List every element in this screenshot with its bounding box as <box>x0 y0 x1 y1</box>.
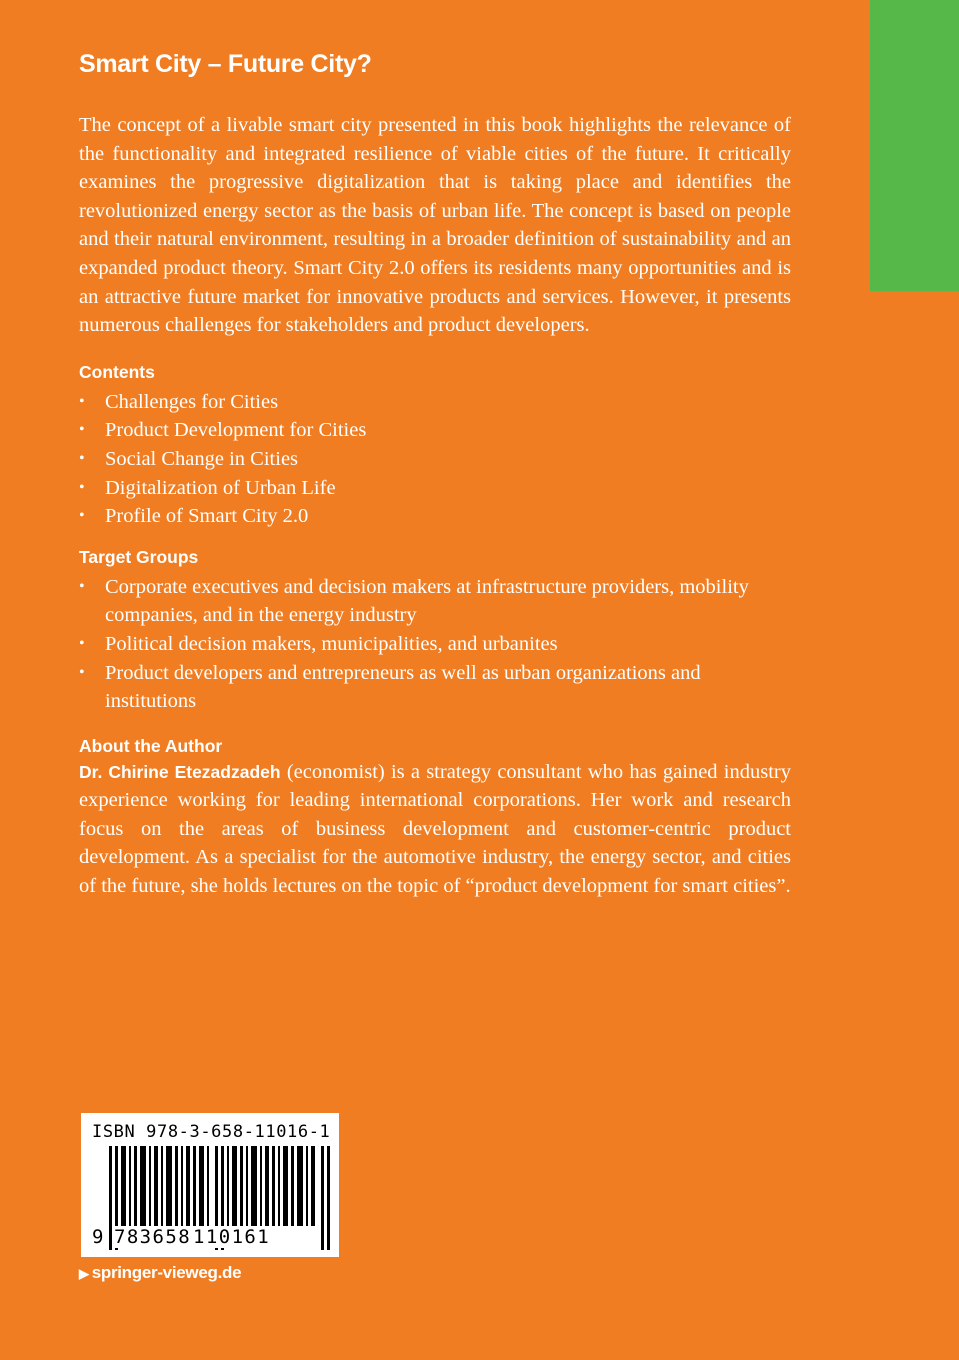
isbn-label: ISBN 978-3-658-11016-1 <box>92 1122 331 1142</box>
contents-list <box>79 388 791 531</box>
author-name: Dr. Chirine Etezadzadeh <box>79 761 281 782</box>
publisher-link[interactable] <box>79 1262 241 1285</box>
author-bio <box>79 758 791 901</box>
isbn-barcode-box <box>81 1113 339 1257</box>
back-cover-content <box>79 111 791 901</box>
barcode-digits <box>92 1226 332 1248</box>
list-item: • Product developers and entrepreneurs as well as urban organizations and institutions <box>79 659 791 716</box>
barcode-left-digits: 783658 <box>114 1226 192 1248</box>
target-groups-list <box>79 573 791 716</box>
target-groups-heading: Target Groups <box>79 546 199 567</box>
list-item: • Corporate executives and decision makers at infrastructure providers, mobility companies, and in the energy industry <box>79 573 791 630</box>
list-item: • Social Change in Cities <box>79 445 791 474</box>
list-item: • Profile of Smart City 2.0 <box>79 502 791 531</box>
barcode-lead-digit: 9 <box>92 1226 105 1248</box>
green-color-tab <box>870 0 959 291</box>
list-item: • Product Development for Cities <box>79 416 791 445</box>
book-title: Smart City – Future City? <box>79 50 372 78</box>
barcode-right-digits: 110161 <box>193 1226 271 1248</box>
intro-paragraph: The concept of a livable smart city presented in this book highlights the relevance of the functionality and integrated resilience of viable cities of the future. It critically examines the progressive digitalization that is taking place and identifies the revolutionized energy sector as the basis of urban life. The concept is based on people and their natural environment, resulting in a broader definition of sustainability and an expanded product theory. Smart City 2.0 offers its residents many opportunities and is an attractive future market for innovative products and services. However, it presents numerous challenges for stakeholders and product developers. <box>79 114 791 337</box>
list-item: • Challenges for Cities <box>79 388 791 417</box>
list-item: • Political decision makers, municipalities, and urbanites <box>79 630 791 659</box>
contents-heading: Contents <box>79 361 155 382</box>
author-bio-text: (economist) is a strategy consultant who has gained industry experience working for leading international corporations. Her work and research focus on the areas of business development and customer-centric product development. As a specialist for the automotive industry, the energy sector, and cities of the future, she holds lectures on the topic of “product development for smart cities”. <box>79 760 791 898</box>
about-author-heading: About the Author <box>79 735 223 756</box>
list-item: • Digitalization of Urban Life <box>79 474 791 503</box>
triangle-right-icon: ▶ <box>79 1266 89 1281</box>
publisher-url: springer-vieweg.de <box>91 1263 242 1282</box>
